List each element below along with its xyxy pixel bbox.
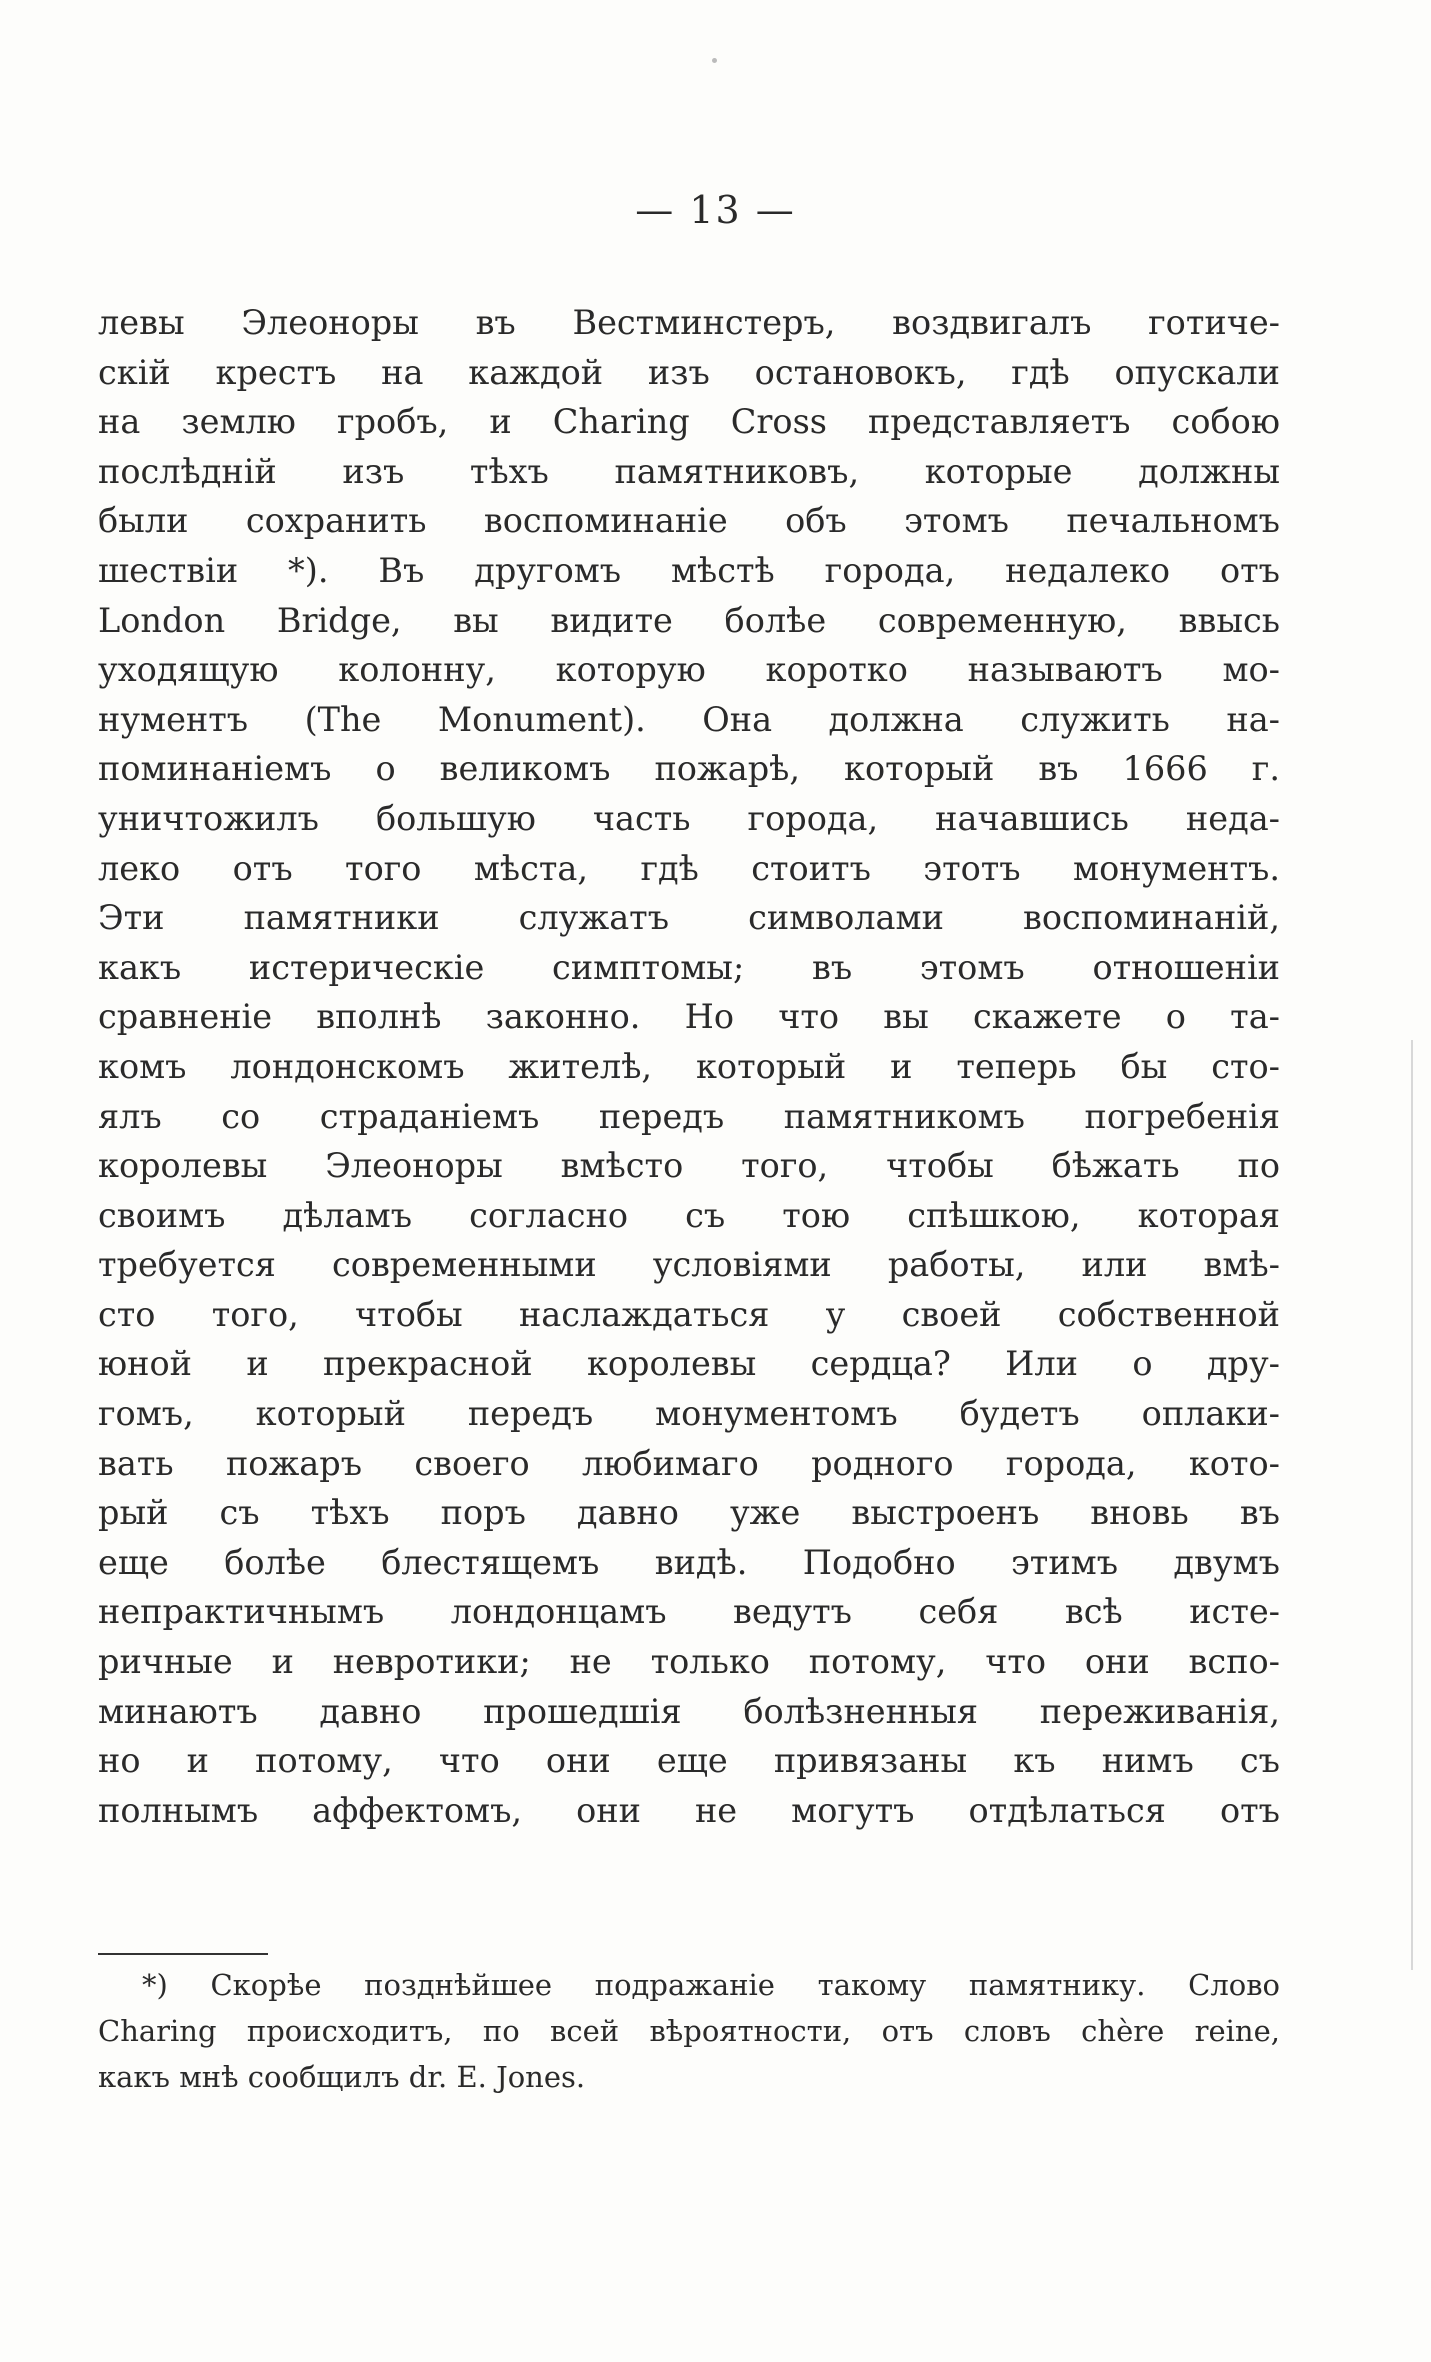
footnote-line: *) Скорѣе позднѣйшее подражаніе такому памятнику. Слово (142, 1968, 1280, 2002)
text-line: еще болѣе блестящемъ видѣ. Подобно этимъ двумъ (98, 1542, 1280, 1582)
text-line: комъ лондонскомъ жителѣ, который и теперь бы сто- (98, 1046, 1280, 1086)
text-line: ричные и невротики; не только потому, что они вспо- (98, 1642, 1280, 1682)
text-line: полнымъ аффектомъ, они не могутъ отдѣлаться отъ (98, 1790, 1280, 1830)
footnote-line: Charing происходитъ, по всей вѣроятности, отъ словъ chère reine, (98, 2014, 1280, 2048)
text-line: вать пожаръ своего любимаго родного города, кото- (98, 1443, 1280, 1483)
text-line: послѣдній изъ тѣхъ памятниковъ, которые должны (98, 451, 1280, 491)
paper-speck (712, 58, 717, 63)
text-line: нументъ (The Monument). Она должна служить на- (98, 699, 1280, 739)
text-line: ялъ со страданіемъ передъ памятникомъ погребенія (98, 1096, 1280, 1136)
footnote-line: какъ мнѣ сообщилъ dr. E. Jones. (98, 2060, 586, 2094)
body-text (98, 298, 1280, 1835)
text-line: на землю гробъ, и Charing Cross представляетъ собою (98, 402, 1280, 442)
text-line: левы Элеоноры въ Вестминстеръ, воздвигалъ готиче- (98, 303, 1280, 342)
text-line: требуется современными условіями работы, или вмѣ- (98, 1245, 1280, 1285)
text-line: сравненіе вполнѣ законно. Но что вы скажете о та- (98, 997, 1280, 1037)
text-line: сто того, чтобы наслаждаться у своей собственной (98, 1294, 1280, 1334)
text-line: минаютъ давно прошедшія болѣзненныя переживанія, (98, 1691, 1280, 1731)
text-line: непрактичнымъ лондонцамъ ведутъ себя всѣ исте- (98, 1592, 1280, 1632)
footnote (98, 1962, 1280, 2100)
text-line: какъ истерическіе симптомы; въ этомъ отношеніи (98, 947, 1280, 987)
text-line: уничтожилъ большую часть города, начавшись неда- (98, 798, 1280, 838)
text-line: леко отъ того мѣста, гдѣ стоитъ этотъ монументъ. (98, 848, 1280, 888)
text-line: королевы Элеоноры вмѣсто того, чтобы бѣжать по (98, 1146, 1280, 1186)
text-line: уходящую колонну, которую коротко называютъ мо- (98, 650, 1280, 690)
text-line: гомъ, который передъ монументомъ будетъ оплаки- (98, 1394, 1280, 1434)
text-line: скій крестъ на каждой изъ остановокъ, гдѣ опускали (98, 352, 1280, 392)
page-number: — 13 — (635, 188, 796, 232)
text-line: поминаніемъ о великомъ пожарѣ, который въ 1666 г. (98, 749, 1280, 789)
footnote-separator (98, 1953, 268, 1955)
text-line: но и потому, что они еще привязаны къ нимъ съ (98, 1741, 1280, 1781)
text-line: своимъ дѣламъ согласно съ тою спѣшкою, которая (98, 1195, 1280, 1235)
text-line: London Bridge, вы видите болѣе современную, ввысь (98, 600, 1280, 640)
page-edge-shadow (1411, 1040, 1413, 1970)
text-line: Эти памятники служатъ символами воспоминаній, (98, 898, 1280, 938)
text-line: шествіи *). Въ другомъ мѣстѣ города, недалеко отъ (98, 550, 1280, 590)
text-line: были сохранить воспоминаніе объ этомъ печальномъ (98, 501, 1280, 541)
text-line: рый съ тѣхъ поръ давно уже выстроенъ вновь въ (98, 1493, 1280, 1533)
text-line: юной и прекрасной королевы сердца? Или о дру- (98, 1344, 1280, 1384)
